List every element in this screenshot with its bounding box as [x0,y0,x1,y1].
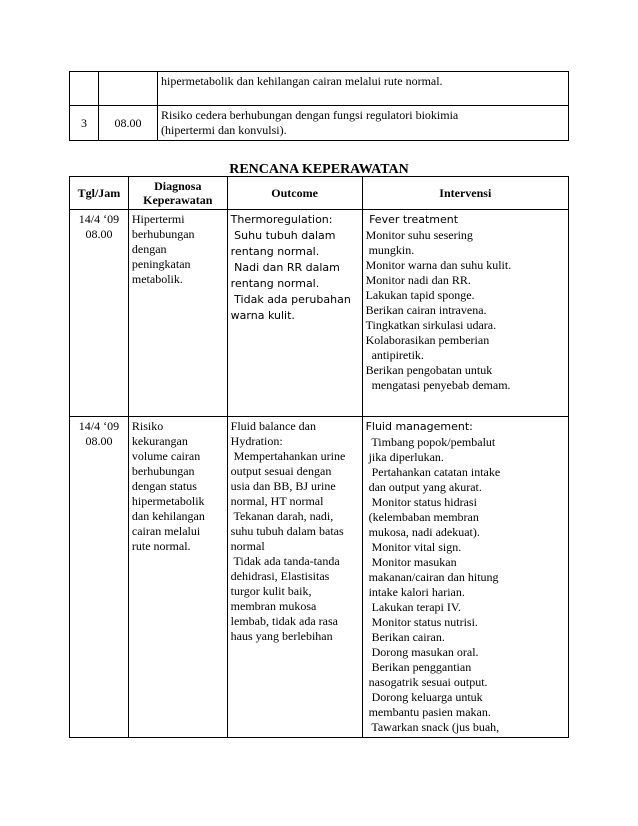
outcome-line: Fluid balance dan [230,419,316,433]
outcome-line: Tekanan darah, nadi, [230,509,334,523]
intervention-line: mengatasi penyebab demam. [365,378,511,392]
diagnosis-text-cell [158,106,569,141]
outcome-line: Tidak ada tanda-tanda [230,554,340,568]
outcome-line: Tidak ada perubahan [230,293,351,306]
diagnosis-text-cell [158,72,569,106]
intervention-line: Monitor nadi dan RR. [365,273,471,287]
intervention-line: Monitor suhu sesering [365,228,473,242]
date-cell [70,417,129,738]
intervention-line: intake kalori harian. [365,585,465,599]
intervention-line: makanan/cairan dan hitung [365,570,499,584]
header-diagnosis [128,177,227,210]
intervention-line: Monitor status hidrasi [365,495,477,509]
outcome-line: Suhu tubuh dalam [230,229,336,242]
date-cell [70,210,129,417]
header-outcome: Outcome [227,177,362,210]
intervention-line: dan output yang akurat. [365,480,482,494]
intervention-line: Berikan penggantian [365,660,472,674]
row-date: 14/4 ‘09 [78,419,120,433]
intervention-cell [362,210,568,417]
intervention-line: Pertahankan catatan intake [365,465,501,479]
diagnosis-text-line: Risiko cedera berhubungan dengan fungsi regulatori biokimia [161,108,459,122]
diagnosis-cell [128,417,227,738]
intervention-line: Monitor status nutrisi. [365,615,478,629]
intervention-cell [362,417,568,738]
diagnosis-line: kekurangan [131,434,188,448]
intervention-line: mungkin. [365,243,415,257]
outcome-cell [227,417,362,738]
outcome-line: normal, HT normal [230,494,324,508]
intervention-line: (kelembaban membran [365,510,479,524]
diagnosis-line: peningkatan [131,257,191,271]
outcome-line: warna kulit. [230,309,295,322]
outcome-line: Mempertahankan urine [230,449,346,463]
intervention-line: Tingkatkan sirkulasi udara. [365,318,497,332]
outcome-line: dehidrasi, Elastisitas [230,569,330,583]
diagnosis-line: Hipertermi [131,212,185,226]
intervention-line: Monitor vital sign. [365,540,462,554]
previous-diagnosis-table [69,71,569,141]
outcome-line: suhu tubuh dalam batas [230,524,344,538]
row-number-cell [70,106,99,141]
nursing-plan-table [69,176,569,738]
time-cell [99,106,158,141]
intervention-line: membantu pasien makan. [365,705,491,719]
diagnosis-text-line: (hipertermi dan konvulsi). [161,123,287,137]
intervention-line: nasogatrik sesuai output. [365,675,488,689]
diagnosis-line: hipermetabolik [131,494,205,508]
row-time: 08.00 [85,434,113,448]
header-diagnosis-line: Diagnosa [154,179,202,193]
diagnosis-line: metabolik. [131,272,183,286]
diagnosis-line: dengan [131,242,167,256]
diagnosis-line: dengan status [131,479,197,493]
table-row [70,106,569,141]
outcome-line: haus yang berlebihan [230,629,333,643]
outcome-line: Hydration: [230,434,283,448]
header-date: Tgl/Jam [70,177,129,210]
diagnosis-line: cairan melalui [131,524,201,538]
diagnosis-line: berhubungan [131,464,195,478]
page-title: RENCANA KEPERAWATAN [229,162,409,177]
intervention-line: Lakukan terapi IV. [365,600,461,614]
outcome-line: rentang normal. [230,245,320,258]
outcome-line: normal [230,539,265,553]
intervention-line: Berikan cairan intravena. [365,303,487,317]
outcome-line: Nadi dan RR dalam [230,261,340,274]
outcome-line: membran mukosa [230,599,317,613]
outcome-line: turgor kulit baik, [230,584,312,598]
row-number-cell [70,72,99,106]
intervention-line: Dorong keluarga untuk [365,690,483,704]
table-header-row [70,177,569,210]
intervention-line: jika diperlukan. [365,450,444,464]
intervention-line: Monitor warna dan suhu kulit. [365,258,512,272]
diagnosis-line: rute normal. [131,539,191,553]
intervention-line: Tawarkan snack (jus buah, [365,720,500,734]
diagnosis-text: hipermetabolik dan kehilangan cairan melalui rute normal. [161,74,443,88]
intervention-line: Kolaborasikan pemberian [365,333,490,347]
table-row [70,72,569,106]
intervention-line: Timbang popok/pembalut [365,435,496,449]
diagnosis-line: dan kehilangan [131,509,205,523]
outcome-line: lembab, tidak ada rasa [230,614,338,628]
outcome-line: rentang normal. [230,277,320,290]
intervention-heading: Fluid management: [365,420,473,433]
table-row [70,417,569,738]
diagnosis-cell [128,210,227,417]
header-diagnosis-line: Keperawatan [143,193,213,207]
intervention-line: antipiretik. [365,348,424,362]
time-cell [99,72,158,106]
intervention-line: Monitor masukan [365,555,457,569]
intervention-line: Berikan cairan. [365,630,445,644]
outcome-cell [227,210,362,417]
plan-body [70,210,569,738]
header-intervention: Intervensi [362,177,568,210]
intervention-heading: Fever treatment [365,213,459,226]
row-number: 3 [81,115,87,130]
outcome-line: output sesuai dengan [230,464,332,478]
diagnosis-line: volume cairan [131,449,201,463]
intervention-line: Lakukan tapid sponge. [365,288,475,302]
row-time: 08.00 [114,115,142,130]
intervention-line: Berikan pengobatan untuk [365,363,493,377]
table-row [70,210,569,417]
outcome-line: usia dan BB, BJ urine [230,479,336,493]
diagnosis-line: berhubungan [131,227,195,241]
row-date: 14/4 ‘09 [78,212,120,226]
row-time: 08.00 [85,227,113,241]
diagnosis-line: Risiko [131,419,164,433]
outcome-line: Thermoregulation: [230,213,333,226]
intervention-line: mukosa, nadi adekuat). [365,525,480,539]
intervention-line: Dorong masukan oral. [365,645,479,659]
